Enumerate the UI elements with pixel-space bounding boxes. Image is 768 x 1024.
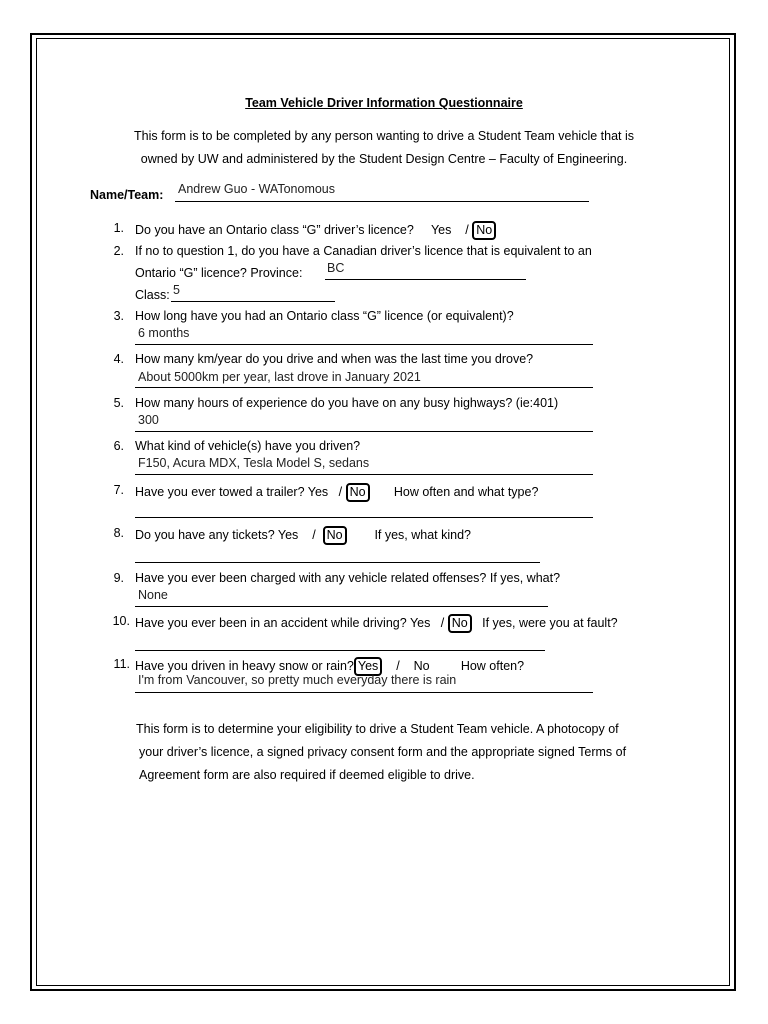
q10-line bbox=[135, 650, 545, 651]
q2-class-value[interactable]: 5 bbox=[173, 283, 180, 297]
q7-row bbox=[135, 483, 538, 502]
q7-text: Have you ever towed a trailer? Yes bbox=[135, 485, 329, 499]
q10-slash: / bbox=[440, 616, 445, 630]
q11-yes-circled[interactable]: Yes bbox=[354, 657, 382, 676]
q2-line2: Ontario “G” licence? Province: bbox=[135, 266, 303, 280]
q3-line bbox=[135, 344, 593, 345]
q4-text: How many km/year do you drive and when was the last time you drove? bbox=[135, 352, 534, 366]
page-border-inner bbox=[36, 38, 730, 986]
q8-text: Do you have any tickets? Yes bbox=[135, 528, 299, 542]
q11-no[interactable]: No bbox=[413, 659, 430, 673]
q4-answer[interactable]: About 5000km per year, last drove in January 2021 bbox=[138, 370, 421, 384]
form-title: Team Vehicle Driver Information Questionnaire bbox=[245, 96, 523, 110]
q10-row bbox=[135, 614, 618, 633]
q7-line bbox=[135, 517, 593, 518]
footer-line-3: Agreement form are also required if deemed eligible to drive. bbox=[139, 768, 475, 782]
q8-follow: If yes, what kind? bbox=[374, 528, 472, 542]
q9-answer[interactable]: None bbox=[138, 588, 168, 602]
q8-no-circled[interactable]: No bbox=[323, 526, 347, 545]
q1-row bbox=[135, 221, 496, 240]
q10-text: Have you ever been in an accident while driving? Yes bbox=[135, 616, 431, 630]
q8-number: 8. bbox=[113, 526, 124, 540]
q5-text: How many hours of experience do you have on any busy highways? (ie:401) bbox=[135, 396, 559, 410]
q8-line bbox=[135, 562, 540, 563]
q10-no-circled[interactable]: No bbox=[448, 614, 472, 633]
name-team-label: Name/Team: bbox=[90, 188, 164, 202]
q3-answer[interactable]: 6 months bbox=[138, 326, 190, 340]
q3-text: How long have you had an Ontario class “G” licence (or equivalent)? bbox=[135, 309, 514, 323]
q7-number: 7. bbox=[113, 483, 124, 497]
q2-province-value[interactable]: BC bbox=[327, 261, 345, 275]
q2-class-line bbox=[171, 301, 335, 302]
q1-text: Do you have an Ontario class “G” driver’s licence? bbox=[135, 223, 414, 237]
name-team-line bbox=[175, 201, 589, 202]
q11-number: 11. bbox=[113, 657, 130, 671]
q4-line bbox=[135, 387, 593, 388]
q10-follow: If yes, were you at fault? bbox=[482, 616, 618, 630]
q4-number: 4. bbox=[113, 352, 124, 366]
q11-slash: / bbox=[396, 659, 400, 673]
q11-line bbox=[135, 692, 593, 693]
q1-slash: / bbox=[465, 223, 469, 237]
q1-number: 1. bbox=[113, 221, 124, 235]
q6-number: 6. bbox=[113, 439, 124, 453]
q7-no-circled[interactable]: No bbox=[346, 483, 370, 502]
q8-row bbox=[135, 526, 471, 545]
q10-number: 10. bbox=[112, 614, 130, 628]
q8-slash: / bbox=[312, 528, 316, 542]
q9-line bbox=[135, 606, 548, 607]
q5-answer[interactable]: 300 bbox=[138, 413, 159, 427]
q1-yes[interactable]: Yes bbox=[430, 223, 452, 237]
q11-answer[interactable]: I'm from Vancouver, so pretty much everyday there is rain bbox=[138, 673, 457, 687]
intro-line-1: This form is to be completed by any person wanting to drive a Student Team vehicle that is bbox=[133, 129, 635, 143]
q3-number: 3. bbox=[113, 309, 124, 323]
q5-line bbox=[135, 431, 593, 432]
q11-follow: How often? bbox=[460, 659, 525, 673]
footer-line-1: This form is to determine your eligibility to drive a Student Team vehicle. A photocopy of bbox=[136, 722, 619, 736]
q2-province-line bbox=[325, 279, 526, 280]
q6-answer[interactable]: F150, Acura MDX, Tesla Model S, sedans bbox=[138, 456, 370, 470]
name-team-value[interactable]: Andrew Guo - WATonomous bbox=[178, 182, 336, 196]
q6-text: What kind of vehicle(s) have you driven? bbox=[135, 439, 361, 453]
q1-no-circled[interactable]: No bbox=[472, 221, 496, 240]
q2-number: 2. bbox=[113, 244, 124, 258]
q2-line1: If no to question 1, do you have a Canadian driver’s licence that is equivalent to an bbox=[135, 244, 592, 258]
q11-text: Have you driven in heavy snow or rain? bbox=[135, 659, 354, 673]
q7-slash: / bbox=[338, 485, 343, 499]
intro-line-2: owned by UW and administered by the Student Design Centre – Faculty of Engineering. bbox=[140, 152, 628, 166]
q7-follow: How often and what type? bbox=[393, 485, 539, 499]
q2-class-label: Class: bbox=[135, 288, 170, 302]
q6-line bbox=[135, 474, 593, 475]
q9-text: Have you ever been charged with any vehicle related offenses? If yes, what? bbox=[135, 571, 561, 585]
q9-number: 9. bbox=[113, 571, 124, 585]
q5-number: 5. bbox=[113, 396, 124, 410]
footer-line-2: your driver’s licence, a signed privacy consent form and the appropriate signed Terms of bbox=[139, 745, 627, 759]
